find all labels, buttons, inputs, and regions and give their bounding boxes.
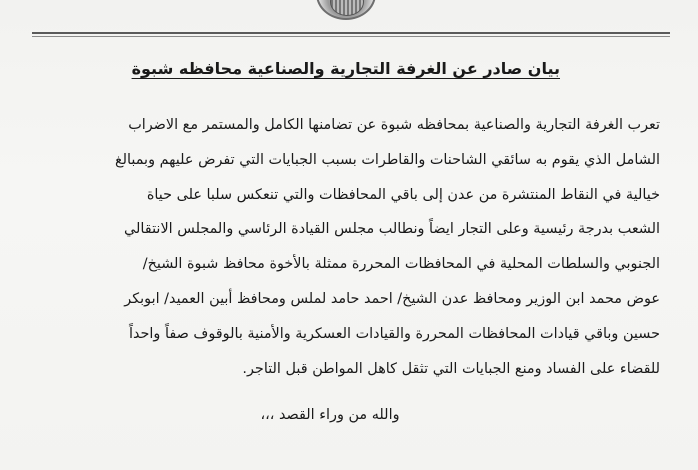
body-line: خيالية في النقاط المنتشرة من عدن إلى باقي المحافظات والتي تنعكس سلبا على حياة xyxy=(146,186,660,203)
body-line: للقضاء على الفساد ومنع الجبايات التي تثقل كاهل المواطن قبل التاجر. xyxy=(242,360,660,377)
document-title: بيان صادر عن الغرفة التجارية والصناعية محافظه شبوة xyxy=(131,59,560,78)
body-line: الجنوبي والسلطات المحلية في المحافظات المحررة ممثلة بالأخوة محافظ شبوة الشيخ/ xyxy=(142,256,660,273)
body-line: تعرب الغرفة التجارية والصناعية بمحافظه شبوة عن تضامنها الكامل والمستمر مع الاضراب xyxy=(128,117,660,133)
body-line: حسين وباقي قيادات المحافظات المحررة والقيادات العسكرية والأمنية بالوقوف صفاً واحداً xyxy=(128,325,660,342)
body-line: الشامل الذي يقوم به سائقي الشاحنات والقاطرات بسبب الجبايات التي تفرض عليهم وبمبالغ xyxy=(114,151,660,168)
header-divider-thin xyxy=(32,36,670,37)
chamber-seal-logo xyxy=(316,0,376,20)
header-divider xyxy=(32,32,670,34)
body-line: عوض محمد ابن الوزير ومحافظ عدن الشيخ/ احمد حامد لملس ومحافظ أبين العميد/ ابوبكر xyxy=(124,290,660,307)
closing-phrase: والله من وراء القصد ،،، xyxy=(260,407,400,423)
seal-emblem-icon xyxy=(330,0,364,16)
statement-body xyxy=(36,108,660,386)
body-line: الشعب بدرجة رئيسية وعلى التجار ايضاً ونطالب مجلس القيادة الرئاسي والمجلس الانتقالي xyxy=(124,221,660,238)
